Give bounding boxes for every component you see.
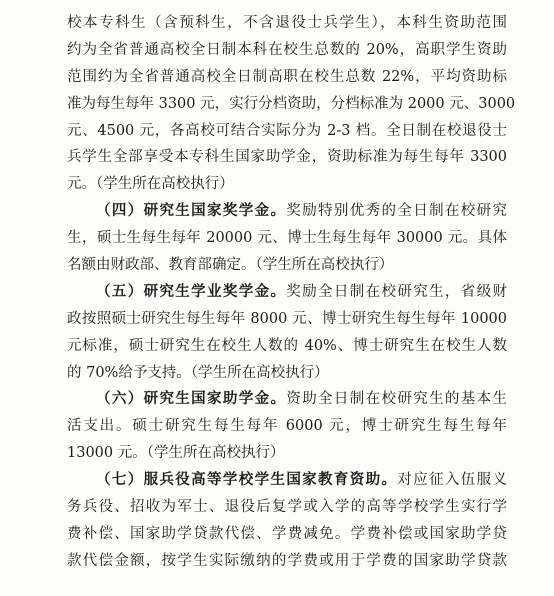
text-line: 范围约为全省普通高校全日制高职在校生总数 22%，平均资助标 xyxy=(67,68,507,85)
text-line: 元、4500 元，各高校可结合实际分为 2-3 档。全日制在校退役士 xyxy=(67,122,507,139)
text-line: 的 70%给予支持。（学生所在高校执行） xyxy=(67,364,329,381)
section-heading: （六）研究生国家助学金。 xyxy=(96,390,287,408)
text-line: 13000 元。（学生所在高校执行） xyxy=(67,445,285,462)
section-heading: （四）研究生国家奖学金。 xyxy=(96,202,287,220)
body-text xyxy=(67,10,516,575)
text-line: 费补偿、国家助学贷款代偿、学费减免。学费补偿或国家助学贷 xyxy=(67,525,507,542)
text-line: 政按照硕士研究生每生每年 8000 元、博士研究生每生每年 10000 xyxy=(67,310,507,327)
text-line: 务兵役、招收为军士、退役后复学或入学的高等学校学生实行学 xyxy=(67,499,507,516)
text-line: 活支出。硕士研究生每生每年 6000 元，博士研究生每生每年 xyxy=(67,418,507,435)
paragraph-start-line xyxy=(67,279,507,306)
paragraph-start-line xyxy=(67,198,507,225)
text-line: 准为每生每年 3300 元，实行分档资助，分档标准为 2000 元、3000 xyxy=(67,95,516,112)
text-line: 名额由财政部、教育部确定。（学生所在高校执行） xyxy=(67,257,394,274)
text-segment: 资助全日制在校研究生的基本生 xyxy=(286,391,508,408)
text-line: 元。（学生所在高校执行） xyxy=(67,176,234,193)
text-segment: 奖励全日制在校研究生，省级财 xyxy=(286,283,508,300)
text-line: 元标准，硕士研究生在校生人数的 40%、博士研究生在校生人数 xyxy=(67,337,507,354)
section-heading: （七）服兵役高等学校学生国家教育资助。 xyxy=(96,471,398,489)
paragraph-start-line xyxy=(67,467,507,494)
text-segment: 对应征入伍服义 xyxy=(397,472,508,489)
text-line: 兵学生全部享受本专科生国家助学金，资助标准为每生每年 3300 xyxy=(67,149,507,166)
text-segment: 奖励特别优秀的全日制在校研究 xyxy=(286,203,508,220)
text-line: 约为全省普通高校全日制本科在校生总数的 20%，高职学生资助 xyxy=(67,41,507,58)
section-heading: （五）研究生学业奖学金。 xyxy=(96,282,287,300)
text-line: 生，硕士生每生每年 20000 元、博士生每生每年 30000 元。具体 xyxy=(67,230,507,247)
text-line: 款代偿金额，按学生实际缴纳的学费或用于学费的国家助学贷款 xyxy=(67,552,507,569)
text-line: 校本专科生（含预科生，不含退役士兵学生），本科生资助范围 xyxy=(67,15,507,31)
paragraph-start-line xyxy=(67,386,507,413)
